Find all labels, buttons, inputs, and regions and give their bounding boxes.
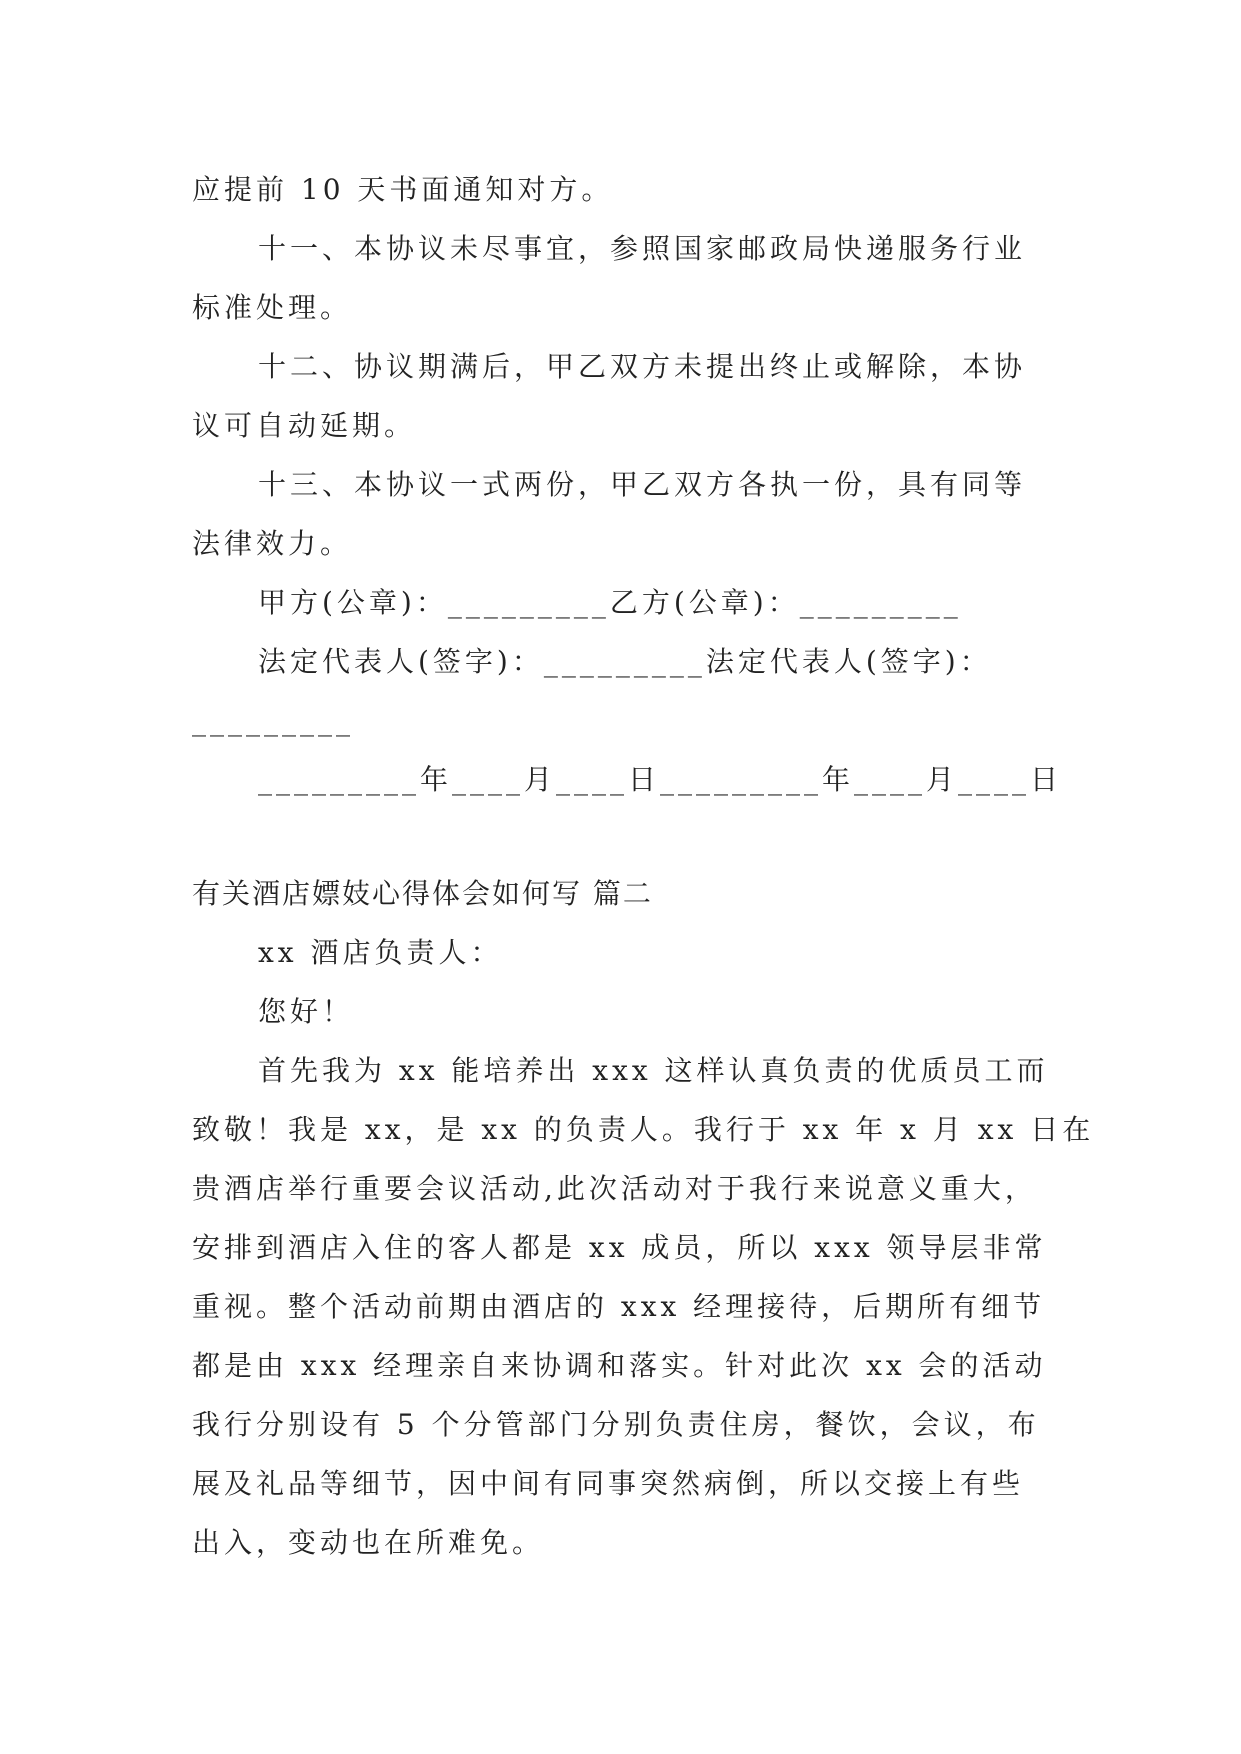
date-line: _________年____月____日_________年____月____日: [258, 763, 1063, 796]
letter-paragraph-line: 安排到酒店入住的客人都是 xx 成员，所以 xxx 领导层非常: [192, 1231, 1047, 1264]
clause-thirteen: 十三、本协议一式两份，甲乙双方各执一份，具有同等: [258, 468, 1027, 501]
paragraph-line: 议可自动延期。: [192, 409, 417, 442]
seal-signature-line: 甲方(公章)：_________乙方(公章)：_________: [258, 586, 962, 619]
letter-paragraph-line: 展及礼品等细节，因中间有同事突然病倒，所以交接上有些: [192, 1467, 1025, 1500]
letter-paragraph-line: 贵酒店举行重要会议活动,此次活动对于我行来说意义重大，: [192, 1172, 1037, 1205]
document-body: [192, 160, 1095, 1572]
signature-blank: _________: [192, 704, 354, 737]
clause-eleven: 十一、本协议未尽事宜，参照国家邮政局快递服务行业: [258, 232, 1027, 265]
section-spacer: [192, 809, 1052, 864]
letter-greeting: 您好！: [258, 995, 355, 1028]
letter-salutation: xx 酒店负责人：: [258, 936, 503, 969]
paragraph-line: 应提前 10 天书面通知对方。: [192, 173, 614, 206]
paragraph-line: 法律效力。: [192, 527, 353, 560]
representative-signature-line: 法定代表人(签字)：_________法定代表人(签字)：: [258, 645, 992, 678]
letter-paragraph-line: 致敬！我是 xx，是 xx 的负责人。我行于 xx 年 x 月 xx 日在: [192, 1113, 1095, 1146]
letter-paragraph-line: 出入，变动也在所难免。: [192, 1526, 545, 1559]
paragraph-line: 标准处理。: [192, 291, 353, 324]
letter-paragraph-line: 我行分别设有 5 个分管部门分别负责住房，餐饮，会议，布: [192, 1408, 1040, 1441]
clause-twelve: 十二、协议期满后，甲乙双方未提出终止或解除，本协: [258, 350, 1027, 383]
section-title: 有关酒店嫖妓心得体会如何写 篇二: [192, 877, 653, 910]
letter-paragraph-line: 重视。整个活动前期由酒店的 xxx 经理接待，后期所有细节: [192, 1290, 1046, 1323]
letter-paragraph-line: 首先我为 xx 能培养出 xxx 这样认真负责的优质员工而: [258, 1054, 1049, 1087]
letter-paragraph-line: 都是由 xxx 经理亲自来协调和落实。针对此次 xx 会的活动: [192, 1349, 1047, 1382]
